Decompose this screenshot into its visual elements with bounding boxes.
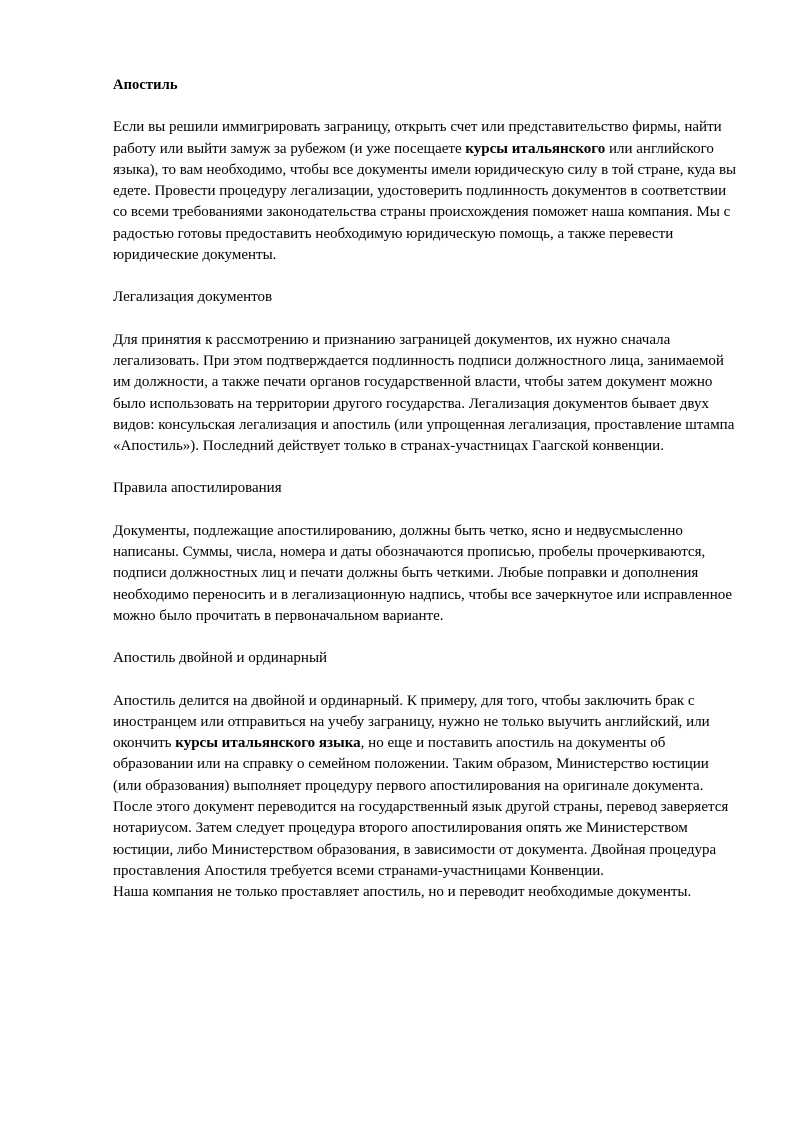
body-text: Наша компания не только проставляет апостиль, но и переводит необходимые документы.: [113, 884, 692, 901]
body-paragraph: [113, 521, 739, 627]
document-title: Апостиль: [113, 77, 178, 93]
body-paragraph: [113, 691, 739, 883]
body-paragraph: [113, 330, 739, 458]
body-paragraph: [113, 882, 739, 903]
section-subheading: Правила апостилирования: [113, 480, 282, 497]
emphasis-text: курсы итальянского: [465, 140, 606, 157]
body-text: Если вы решили иммигрировать заграницу, открыть счет или представительство фирмы, найти работу или выйти замуж за рубежом (и уже посещаете: [113, 119, 722, 157]
body-text: , но еще и поставить апостиль на документы об образовании или на справку о семейном положении. Таким образом, Министерство юстиции (или образования) выполняет процедуру первого апостилирования на оригинале документа. После этого документ переводится на государственный язык другой страны, перевод заверяется нотариусом. Затем следует процедура второго апостилирования опять же Министерством юстиции, либо Министерством образования, в зависимости от документа. Двойная процедура проставления Апостиля требуется всеми странами-участницами Конвенции.: [113, 735, 729, 879]
document-body: [113, 75, 739, 904]
section-subheading: Апостиль двойной и ординарный: [113, 650, 328, 667]
body-text: Для принятия к рассмотрению и признанию заграницей документов, их нужно сначала легализовать. При этом подтверждается подлинность подписи должностного лица, занимаемой им должности, а также печати органов государственной власти, чтобы затем документ можно было использовать на территории другого государства. Легализация документов бывает двух видов: консульская легализация и апостиль (или упрощенная легализация, проставление штампа «Апостиль»). Последний действует только в странах-участницах Гаагской конвенции.: [113, 331, 735, 455]
body-text: Апостиль делится на двойной и ординарный. К примеру, для того, чтобы заключить брак с иностранцем или отправиться на учебу заграницу, нужно не только выучить английский, или окончить: [113, 692, 710, 752]
section-subheading: Легализация документов: [113, 289, 273, 306]
emphasis-text: курсы итальянского языка: [175, 735, 361, 752]
body-paragraph: [113, 117, 739, 266]
body-text: или английского языка), то вам необходимо, чтобы все документы имели юридическую силу в той стране, куда вы едете. Провести процедуру легализации, удостоверить подлинность документов в соответствии со всеми требованиями законодательства страны происхождения поможет наша компания. Мы с радостью готовы предоставить необходимую юридическую помощь, а также перевести юридические документы.: [113, 140, 737, 264]
body-text: Документы, подлежащие апостилированию, должны быть четко, ясно и недвусмысленно написаны. Суммы, числа, номера и даты обозначаются прописью, пробелы прочеркиваются, подписи должностных лиц и печати должны быть четкими. Любые поправки и дополнения необходимо переносить и в легализационную надпись, чтобы все зачеркнутое или исправленное можно было прочитать в первоначальном варианте.: [113, 522, 733, 624]
